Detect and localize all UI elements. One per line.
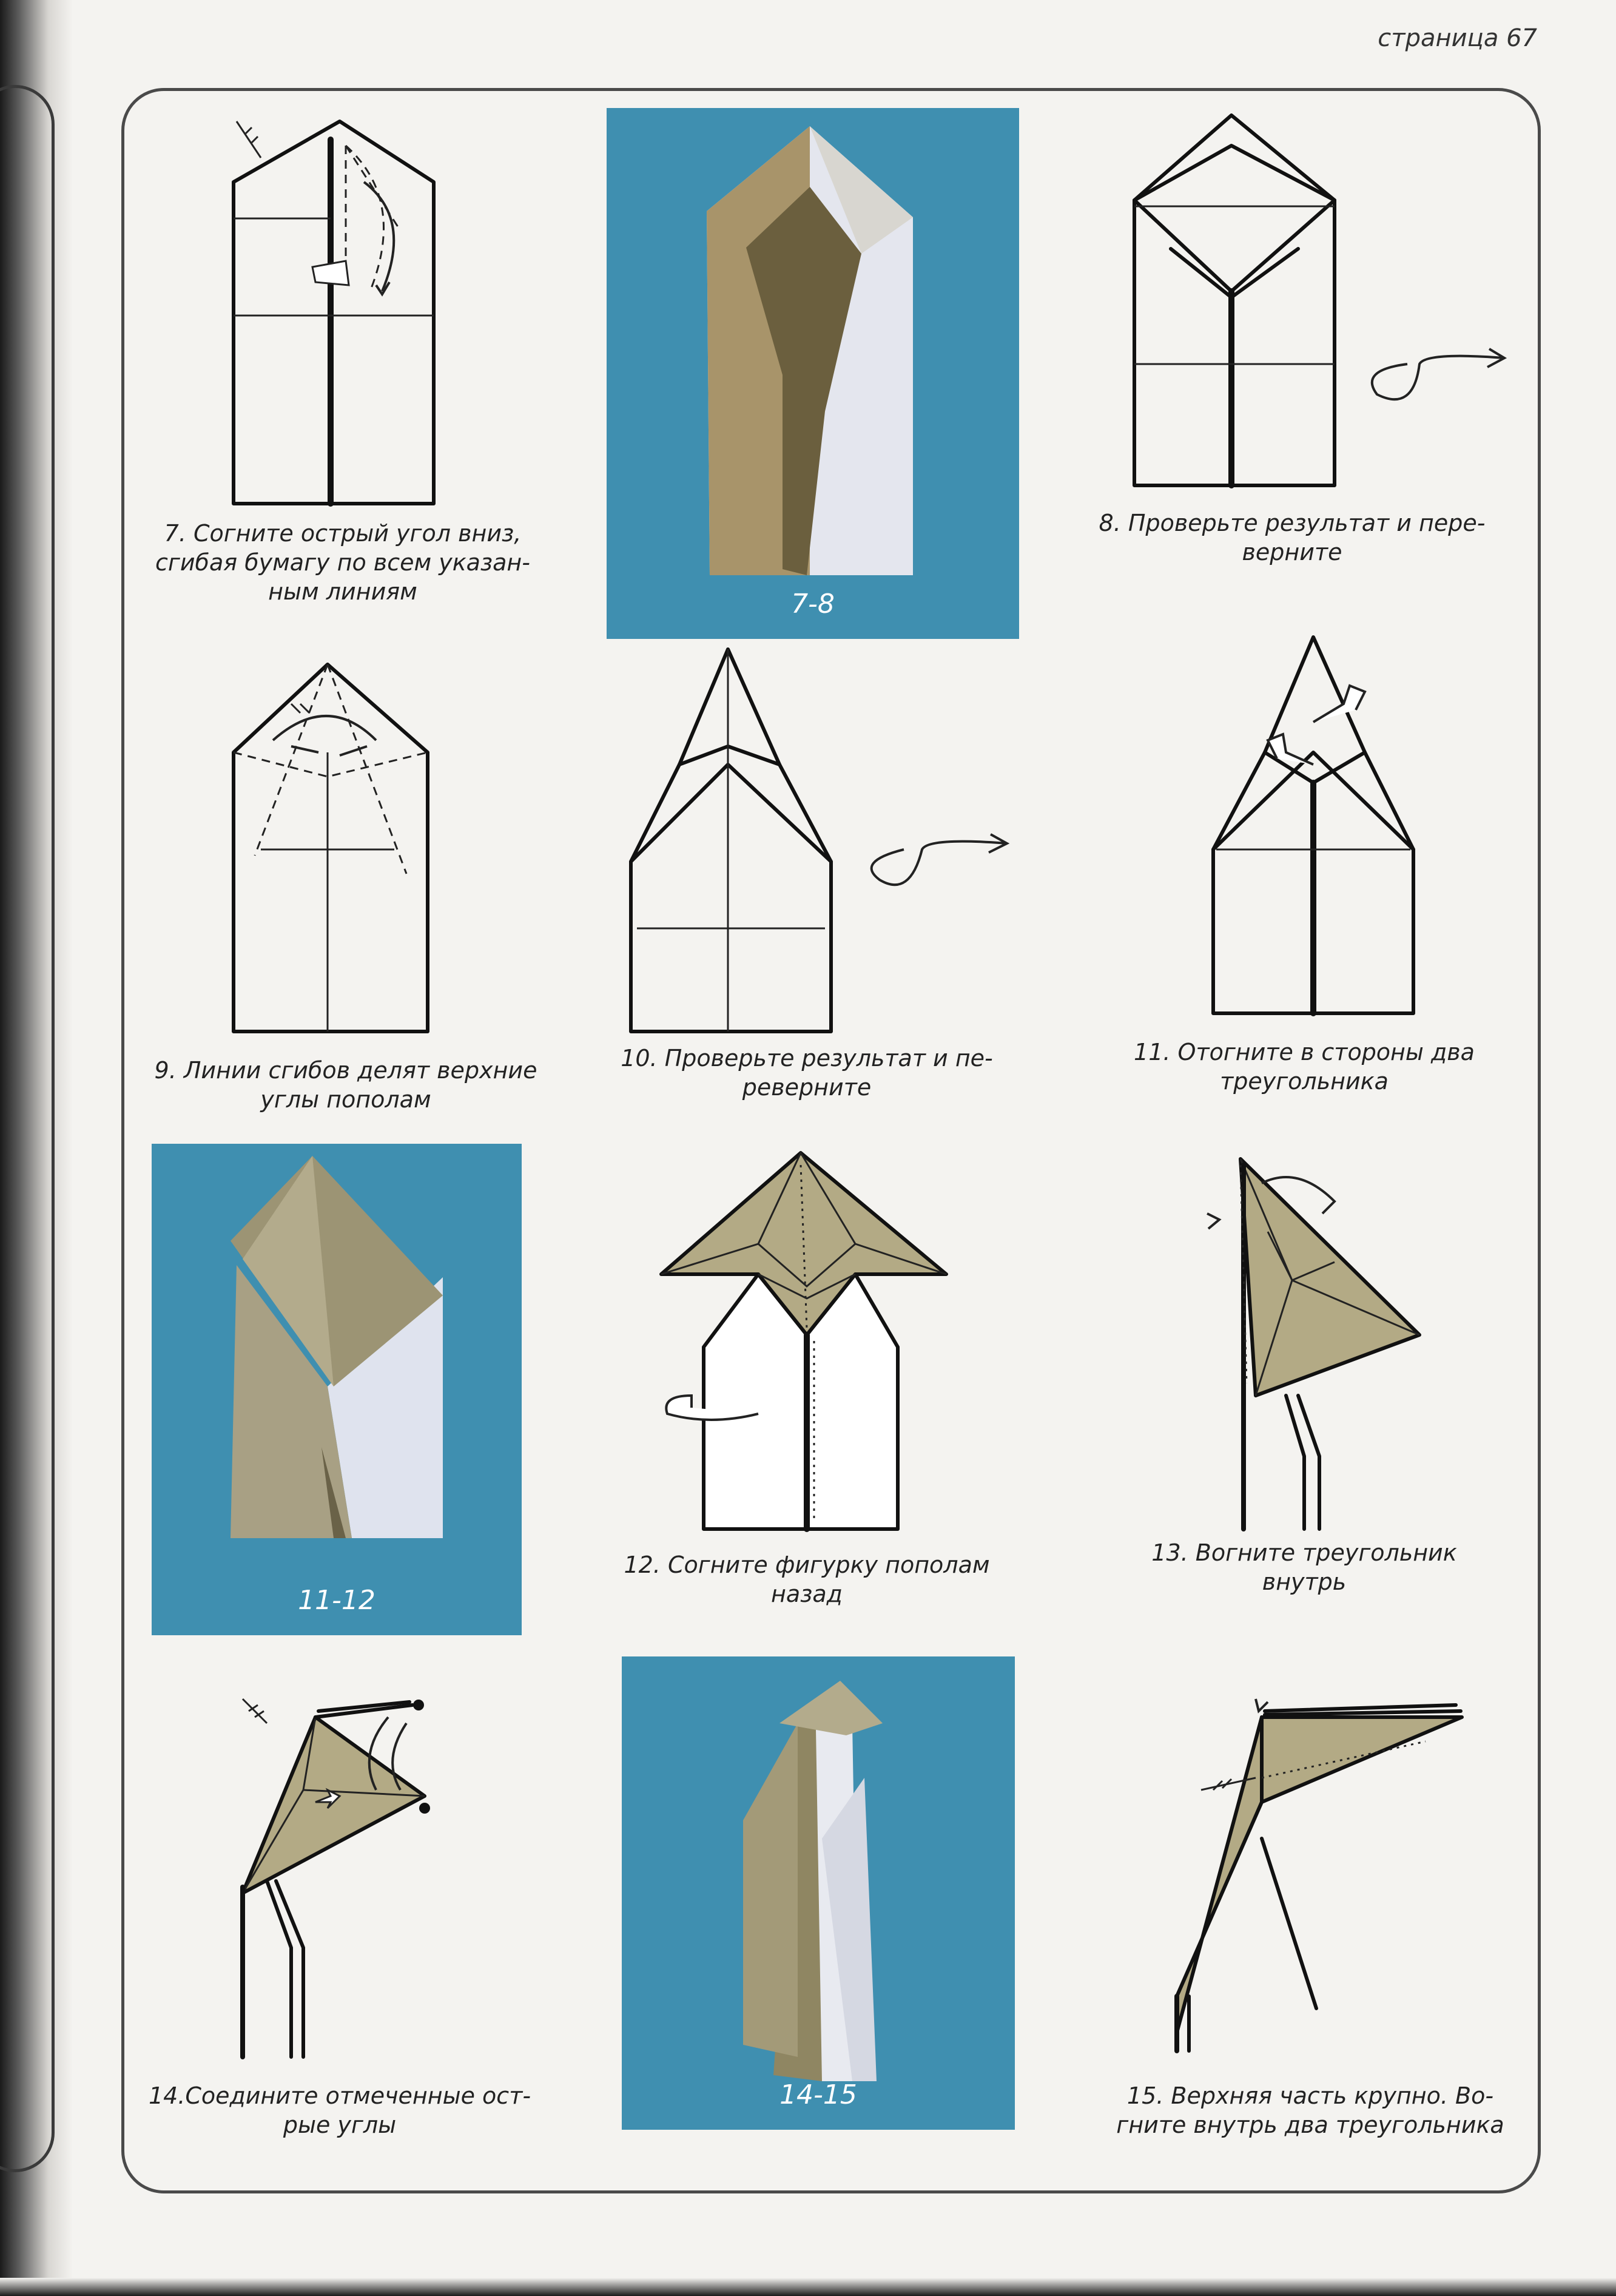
step-15-caption: 15. Верхняя часть крупно. Во- гните внутрь два треугольника bbox=[1116, 2082, 1504, 2138]
page-number: страница 67 bbox=[1378, 24, 1537, 52]
step-11-caption: 11. Отогните в стороны два треугольника bbox=[1134, 1039, 1475, 1095]
step-13-diagram bbox=[1201, 1153, 1456, 1541]
step-7-diagram bbox=[224, 109, 479, 510]
step-15-diagram bbox=[1165, 1693, 1480, 2069]
scan-bottom-edge bbox=[0, 2278, 1616, 2296]
previous-page-frame bbox=[0, 85, 55, 2172]
step-14-caption: 14.Соедините отмеченные ост- рые углы bbox=[148, 2082, 531, 2138]
step-10-diagram bbox=[625, 643, 1025, 1044]
step-12-diagram bbox=[655, 1147, 971, 1559]
step-9-caption: 9. Линии сгибов делят верхние углы пополам bbox=[154, 1057, 537, 1113]
step-7-caption: 7. Согните острый угол вниз, сгибая бумагу по всем указан- ным линиям bbox=[155, 520, 530, 605]
step-11-diagram bbox=[1207, 631, 1426, 1019]
step-10-caption: 10. Проверьте результат и пе- реверните bbox=[621, 1045, 993, 1101]
step-8-diagram bbox=[1128, 109, 1517, 498]
step-12-caption: 12. Согните фигурку пополам назад bbox=[624, 1551, 990, 1607]
step-8-caption: 8. Проверьте результат и пере- верните bbox=[1099, 510, 1486, 566]
photo-14-15 bbox=[622, 1656, 1015, 2130]
step-9-diagram bbox=[224, 655, 443, 1044]
step-13-caption: 13. Вогните треугольник внутрь bbox=[1151, 1539, 1457, 1595]
photo-11-12 bbox=[152, 1144, 522, 1635]
photo-11-12-label: 11-12 bbox=[298, 1585, 375, 1616]
photo-7-8 bbox=[607, 108, 1019, 639]
photo-14-15-label: 14-15 bbox=[779, 2079, 857, 2110]
step-14-diagram bbox=[231, 1687, 461, 2063]
photo-7-8-label: 7-8 bbox=[791, 589, 835, 620]
